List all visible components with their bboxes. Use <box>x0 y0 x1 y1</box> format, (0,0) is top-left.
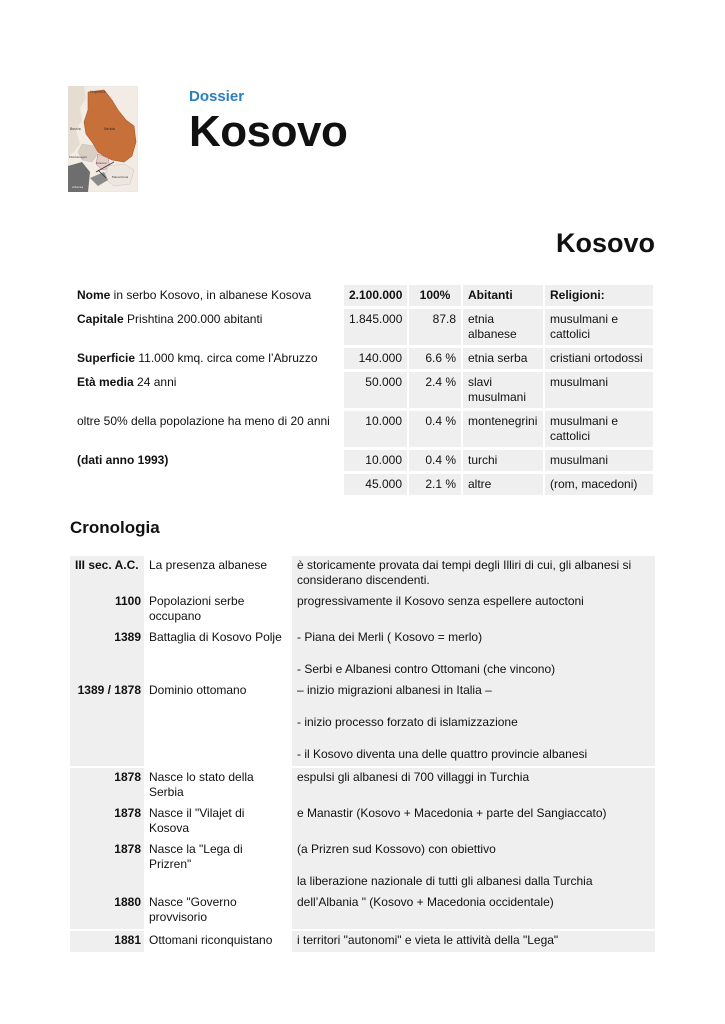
percent-cell: 100% <box>409 285 461 306</box>
chronology-date: 1880 <box>70 893 144 930</box>
percent-cell: 0.4 % <box>409 450 461 471</box>
line-gap <box>297 730 650 747</box>
info-label-cell <box>72 285 342 306</box>
info-label-value: in serbo Kosovo, in albanese Kosova <box>110 288 312 302</box>
map-label: Albania <box>72 185 84 189</box>
info-label-cell <box>72 372 342 408</box>
population-cell: 10.000 <box>344 411 407 447</box>
chronology-event: Dominio ottomano <box>144 681 292 767</box>
info-label-value: 11.000 kmq. circa come l’Abruzzo <box>135 351 318 365</box>
chronology-description <box>292 767 655 804</box>
info-row <box>72 474 653 495</box>
chronology-event: Nasce la "Lega di Prizren" <box>144 840 292 893</box>
info-row <box>72 285 653 306</box>
info-label-cell <box>72 411 342 447</box>
chronology-row <box>70 592 655 628</box>
info-row <box>72 450 653 471</box>
chronology-description-line: - Piana dei Merli ( Kosovo = merlo) <box>297 630 483 644</box>
info-label-cell <box>72 348 342 369</box>
chronology-event: Battaglia di Kosovo Polje <box>144 628 292 681</box>
info-label-cell <box>72 474 342 495</box>
chronology-description <box>292 930 655 952</box>
chronology-description-line: dell’Albania " (Kosovo + Macedonia occidentale) <box>297 895 554 909</box>
info-label-cell <box>72 450 342 471</box>
chronology-date: 1389 / 1878 <box>70 681 144 767</box>
percent-cell: 2.1 % <box>409 474 461 495</box>
chronology-description-line: e Manastir (Kosovo + Macedonia + parte del Sangiaccato) <box>297 806 607 820</box>
chronology-description-line: i territori "autonomi" e vieta le attività della "Lega" <box>297 933 559 947</box>
kosovo-map-thumbnail <box>68 86 138 192</box>
chronology-row <box>70 556 655 592</box>
chronology-description-line: la liberazione nazionale di tutti gli albanesi dalla Turchia <box>297 874 593 888</box>
chronology-description-line: – inizio migrazioni albanesi in Italia – <box>297 683 492 697</box>
ethnicity-cell: turchi <box>463 450 543 471</box>
map-label: Macedonia <box>112 175 129 179</box>
population-cell: 1.845.000 <box>344 309 407 345</box>
chronology-event: Ottomani riconquistano <box>144 930 292 952</box>
info-row <box>72 372 653 408</box>
chronology-row <box>70 804 655 840</box>
info-label-cell <box>72 309 342 345</box>
info-label-key: Capitale <box>77 312 124 326</box>
chronology-row <box>70 893 655 930</box>
info-label-key: Nome <box>77 288 111 302</box>
chronology-description-line: - Serbi e Albanesi contro Ottomani (che vincono) <box>297 662 556 676</box>
religion-cell: musulmani e cattolici <box>545 411 653 447</box>
chronology-description-line: progressivamente il Kosovo senza espellere autoctoni <box>297 594 584 608</box>
chronology-description-line: - inizio processo forzato di islamizzazione <box>297 715 518 729</box>
info-label-value: oltre 50% della popolazione ha meno di 20 anni <box>77 414 330 428</box>
chronology-date: 1100 <box>70 592 144 628</box>
info-label-key: Età media <box>77 375 134 389</box>
info-label-key: Superficie <box>77 351 136 365</box>
percent-cell: 87.8 <box>409 309 461 345</box>
info-row <box>72 411 653 447</box>
chronology-description <box>292 628 655 681</box>
ethnicity-cell: Abitanti <box>463 285 543 306</box>
percent-cell: 6.6 % <box>409 348 461 369</box>
chronology-date: 1878 <box>70 767 144 804</box>
religion-cell: (rom, macedoni) <box>545 474 653 495</box>
map-label: Ungheria <box>90 90 106 94</box>
page-title: Kosovo <box>189 107 348 156</box>
population-cell: 45.000 <box>344 474 407 495</box>
ethnicity-cell: etnia albanese <box>463 309 543 345</box>
chronology-event: Nasce "Governo provvisorio <box>144 893 292 930</box>
chronology-description <box>292 592 655 628</box>
info-row <box>72 309 653 345</box>
map-label: Bosnia <box>70 127 81 131</box>
chronology-description-line: è storicamente provata dai tempi degli Illiri di cui, gli albanesi si considerano discendenti. <box>297 558 632 587</box>
percent-cell: 0.4 % <box>409 411 461 447</box>
info-row <box>72 348 653 369</box>
chronology-table-container <box>70 556 655 952</box>
chronology-description-line: - il Kosovo diventa una delle quattro provincie albanesi <box>297 747 588 761</box>
religion-cell: musulmani e cattolici <box>545 309 653 345</box>
chronology-description-line: (a Prizren sud Kossovo) con obiettivo <box>297 842 496 856</box>
ethnicity-cell: altre <box>463 474 543 495</box>
chronology-date: 1878 <box>70 840 144 893</box>
chronology-row <box>70 681 655 767</box>
chronology-date: 1389 <box>70 628 144 681</box>
info-table-container <box>70 282 655 498</box>
chronology-date: 1881 <box>70 930 144 952</box>
population-cell: 10.000 <box>344 450 407 471</box>
chronology-event: Nasce il "Vilajet di Kosova <box>144 804 292 840</box>
map-label: Serbia <box>104 127 115 131</box>
ethnicity-cell: etnia serba <box>463 348 543 369</box>
chronology-title: Cronologia <box>70 518 160 537</box>
chronology-description <box>292 556 655 592</box>
chronology-row <box>70 930 655 952</box>
chronology-event: Popolazioni serbe occupano <box>144 592 292 628</box>
chronology-date: 1878 <box>70 804 144 840</box>
dossier-label: Dossier <box>189 88 245 105</box>
map-label: Montenegro <box>69 155 88 159</box>
population-cell: 50.000 <box>344 372 407 408</box>
chronology-row <box>70 767 655 804</box>
chronology-description <box>292 681 655 767</box>
religion-cell: musulmani <box>545 372 653 408</box>
religion-cell: cristiani ortodossi <box>545 348 653 369</box>
chronology-description <box>292 840 655 893</box>
ethnicity-cell: slavi musulmani <box>463 372 543 408</box>
chronology-table <box>70 556 655 952</box>
info-label-key: (dati anno 1993) <box>77 453 169 467</box>
percent-cell: 2.4 % <box>409 372 461 408</box>
population-cell: 2.100.000 <box>344 285 407 306</box>
line-gap <box>297 645 650 662</box>
map-label: Kosovo <box>96 161 107 165</box>
chronology-date: III sec. A.C. <box>70 556 144 592</box>
chronology-row <box>70 628 655 681</box>
info-label-value: 24 anni <box>133 375 177 389</box>
chronology-description <box>292 804 655 840</box>
chronology-event: Nasce lo stato della Serbia <box>144 767 292 804</box>
info-label-value: Prishtina 200.000 abitanti <box>123 312 263 326</box>
info-table <box>70 282 655 498</box>
chronology-description-line: espulsi gli albanesi di 700 villaggi in Turchia <box>297 770 530 784</box>
population-cell: 140.000 <box>344 348 407 369</box>
chronology-row <box>70 840 655 893</box>
line-gap <box>297 857 650 874</box>
religion-cell: musulmani <box>545 450 653 471</box>
chronology-event: La presenza albanese <box>144 556 292 592</box>
ethnicity-cell: montenegrini <box>463 411 543 447</box>
religion-cell: Religioni: <box>545 285 653 306</box>
section-heading-right: Kosovo <box>555 228 655 258</box>
line-gap <box>297 698 650 715</box>
chronology-description <box>292 893 655 930</box>
